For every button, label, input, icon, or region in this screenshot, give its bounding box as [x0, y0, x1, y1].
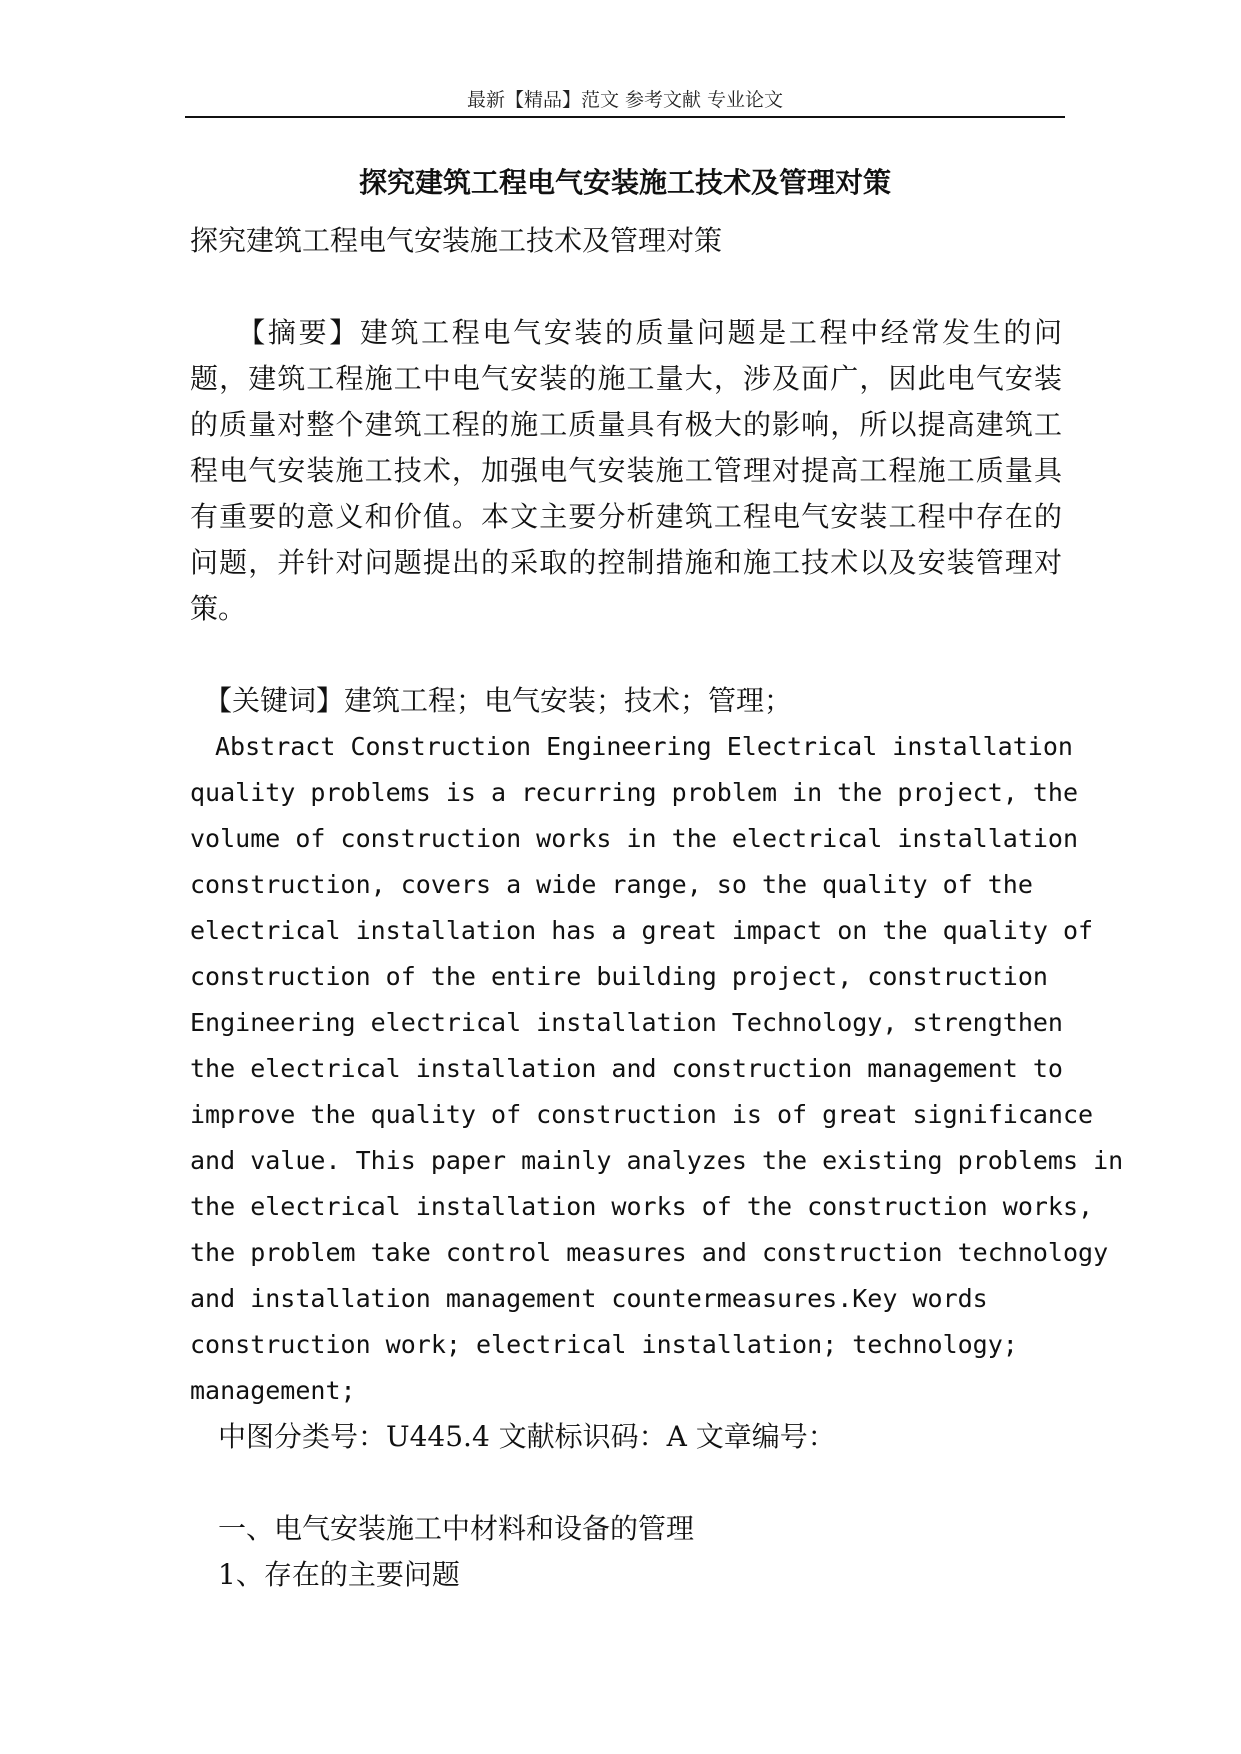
abstract-line: 【摘要】建筑工程电气安装的质量问题是工程中经常发生的问 [190, 316, 1062, 349]
english-line: Abstract Construction Engineering Electrical installation [190, 732, 1073, 761]
english-line: electrical installation has a great impact on the quality of [190, 916, 1094, 945]
english-line: and value. This paper mainly analyzes the existing problems in [190, 1146, 1124, 1175]
english-line: construction work; electrical installation; technology; [190, 1330, 1018, 1359]
english-line: the electrical installation works of the construction works, [190, 1192, 1094, 1221]
english-line: quality problems is a recurring problem in the project, the [190, 778, 1079, 807]
english-line: improve the quality of construction is of great significance [190, 1100, 1094, 1129]
document-subtitle: 探究建筑工程电气安装施工技术及管理对策 [190, 224, 723, 257]
page-header: 最新【精品】范文 参考文献 专业论文 [185, 84, 1065, 118]
document-title: 探究建筑工程电气安装施工技术及管理对策 [358, 166, 891, 199]
section-heading: 一、电气安装施工中材料和设备的管理 [190, 1512, 695, 1545]
english-line: and installation management countermeasures.Key words [190, 1284, 988, 1313]
spacer [190, 264, 1062, 310]
spacer [190, 632, 1062, 678]
spacer [190, 1460, 1062, 1506]
english-line: the electrical installation and construction management to [190, 1054, 1063, 1083]
classification-line: 中图分类号：U445.4 文献标识码：A 文章编号： [190, 1420, 836, 1453]
english-line: Engineering electrical installation Technology, strengthen [190, 1008, 1063, 1037]
abstract-line: 策。 [190, 592, 247, 625]
english-line: volume of construction works in the electrical installation [190, 824, 1079, 853]
english-line: the problem take control measures and construction technology [190, 1238, 1109, 1267]
abstract-line: 有重要的意义和价值。本文主要分析建筑工程电气安装工程中存在的 [190, 500, 1062, 533]
abstract-line: 问题，并针对问题提出的采取的控制措施和施工技术以及安装管理对 [190, 546, 1062, 579]
english-line: construction of the entire building project, construction [190, 962, 1048, 991]
subsection-heading: 1、存在的主要问题 [190, 1558, 460, 1591]
english-line: management; [190, 1376, 356, 1405]
abstract-line: 的质量对整个建筑工程的施工质量具有极大的影响，所以提高建筑工 [190, 408, 1062, 441]
keywords-line: 【关键词】建筑工程；电气安装；技术；管理； [190, 684, 793, 717]
english-line: construction, covers a wide range, so the quality of the [190, 870, 1033, 899]
abstract-line: 程电气安装施工技术，加强电气安装施工管理对提高工程施工质量具 [190, 454, 1062, 487]
abstract-paragraph [190, 310, 1062, 632]
abstract-line: 题，建筑工程施工中电气安装的施工量大，涉及面广，因此电气安装 [190, 362, 1062, 395]
english-abstract [190, 724, 1124, 1414]
document-body [190, 218, 1124, 1598]
